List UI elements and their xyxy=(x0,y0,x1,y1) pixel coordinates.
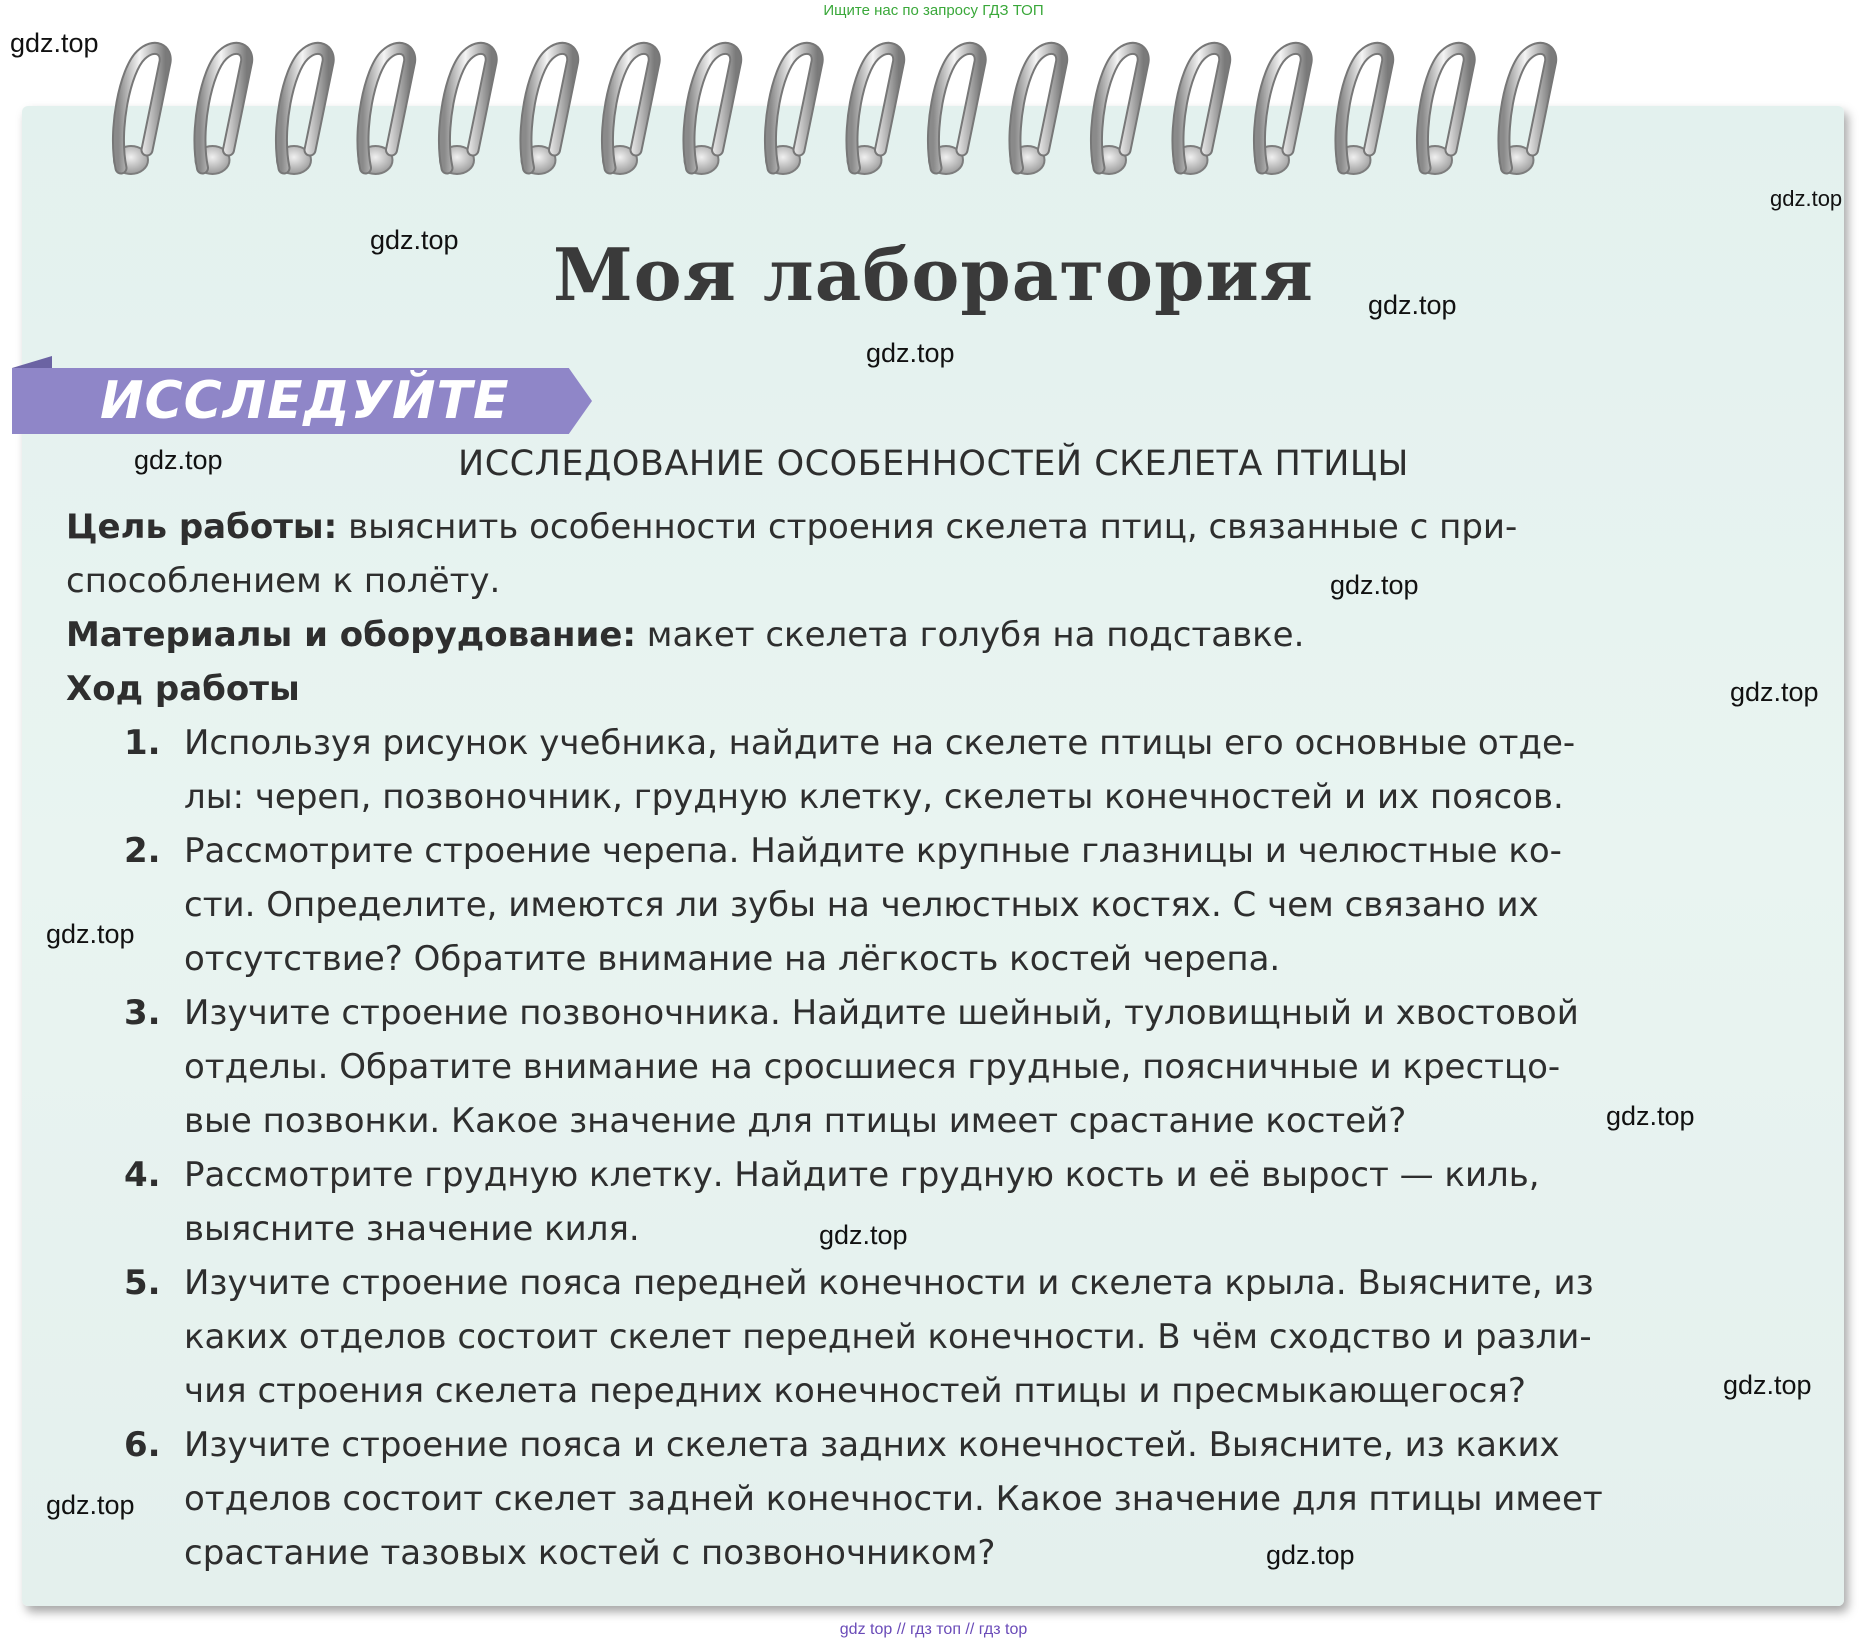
step-line: отсутствие? Обратите внимание на лёгкость костей черепа. xyxy=(184,939,1281,979)
watermark: gdz.top xyxy=(866,338,955,368)
goal-line xyxy=(66,500,1826,554)
binding-ring xyxy=(685,48,736,174)
step-line: отделов состоит скелет задней конечности. Какое значение для птицы имеет xyxy=(184,1479,1603,1519)
binding-ring xyxy=(1092,48,1143,174)
watermark: gdz.top xyxy=(134,445,223,475)
procedure-heading: Ход работы xyxy=(66,669,300,709)
binding-ring xyxy=(1500,48,1551,174)
watermark: gdz.top xyxy=(819,1220,908,1250)
spiral-binding xyxy=(0,0,1867,190)
step-line: Изучите строение пояса и скелета задних конечностей. Выясните, из каких xyxy=(184,1425,1560,1465)
binding-ring xyxy=(766,48,817,174)
step-item xyxy=(66,1256,1826,1418)
watermark: gdz.top xyxy=(1770,186,1843,211)
binding-ring xyxy=(1011,48,1062,174)
step-line: отделы. Обратите внимание на сросшиеся грудные, поясничные и крестцо- xyxy=(184,1047,1561,1087)
lab-content xyxy=(66,500,1826,1580)
goal-text: выяснить особенности строения скелета птиц, связанные с при- xyxy=(337,507,1518,547)
page-title: Моя лаборатория xyxy=(552,232,1314,317)
step-item xyxy=(66,716,1826,824)
step-line: чия строения скелета передних конечностей птицы и пресмыкающегося? xyxy=(184,1371,1526,1411)
step-item xyxy=(66,1418,1826,1580)
step-item xyxy=(66,1148,1826,1256)
steps-list xyxy=(66,716,1826,1580)
materials-text: макет скелета голубя на подставке. xyxy=(636,615,1305,655)
step-number: 1. xyxy=(124,723,161,763)
watermark: gdz.top xyxy=(10,28,99,58)
watermark: gdz.top xyxy=(1266,1540,1355,1570)
step-line: Используя рисунок учебника, найдите на скелете птицы его основные отде- xyxy=(184,723,1576,763)
binding-ring xyxy=(1418,48,1469,174)
binding-ring xyxy=(440,48,491,174)
step-item xyxy=(66,824,1826,986)
watermark: gdz.top xyxy=(46,919,135,949)
watermark: gdz.top xyxy=(370,225,459,255)
watermark: gdz.top xyxy=(1330,570,1419,600)
step-line: вые позвонки. Какое значение для птицы имеет срастание костей? xyxy=(184,1101,1407,1141)
bottom-banner[interactable]: gdz top // гдз топ // гдз top xyxy=(839,1621,1028,1638)
watermark: gdz.top xyxy=(1730,677,1819,707)
lab-subtitle: ИССЛЕДОВАНИЕ ОСОБЕННОСТЕЙ СКЕЛЕТА ПТИЦЫ xyxy=(458,444,1409,484)
binding-ring xyxy=(1174,48,1225,174)
goal-label: Цель работы: xyxy=(66,507,338,547)
step-line: сти. Определите, имеются ли зубы на челюстных костях. С чем связано их xyxy=(184,885,1539,925)
binding-ring xyxy=(114,48,165,174)
step-line: каких отделов состоит скелет передней конечности. В чём сходство и разли- xyxy=(184,1317,1592,1357)
binding-ring xyxy=(277,48,328,174)
step-line: Рассмотрите грудную клетку. Найдите грудную кость и её вырост — киль, xyxy=(184,1155,1540,1195)
watermark: gdz.top xyxy=(1606,1101,1695,1131)
binding-ring xyxy=(196,48,247,174)
watermark: gdz.top xyxy=(46,1490,135,1520)
watermark: gdz.top xyxy=(1723,1370,1812,1400)
step-line: срастание тазовых костей с позвоночником? xyxy=(184,1533,996,1573)
binding-ring xyxy=(359,48,410,174)
binding-ring xyxy=(603,48,654,174)
binding-ring xyxy=(929,48,980,174)
step-number: 4. xyxy=(124,1155,161,1195)
materials-line xyxy=(66,608,1826,662)
step-number: 5. xyxy=(124,1263,161,1303)
watermark: gdz.top xyxy=(1368,290,1457,320)
goal-line-2: способлением к полёту. xyxy=(66,561,501,601)
materials-label: Материалы и оборудование: xyxy=(66,615,636,655)
binding-ring xyxy=(848,48,899,174)
binding-ring xyxy=(1337,48,1388,174)
step-line: Изучите строение пояса передней конечности и скелета крыла. Выясните, из xyxy=(184,1263,1594,1303)
step-number: 2. xyxy=(124,831,161,871)
section-label: ИССЛЕДУЙТЕ xyxy=(100,371,510,431)
step-line: выясните значение киля. xyxy=(184,1209,640,1249)
step-number: 3. xyxy=(124,993,161,1033)
binding-ring xyxy=(522,48,573,174)
step-line: Изучите строение позвоночника. Найдите шейный, туловищный и хвостовой xyxy=(184,993,1579,1033)
step-item xyxy=(66,986,1826,1148)
step-line: Рассмотрите строение черепа. Найдите крупные глазницы и челюстные ко- xyxy=(184,831,1562,871)
step-line: лы: череп, позвоночник, грудную клетку, скелеты конечностей и их поясов. xyxy=(184,777,1564,817)
step-number: 6. xyxy=(124,1425,161,1465)
binding-ring xyxy=(1255,48,1306,174)
top-banner[interactable]: Ищите нас по запросу ГДЗ ТОП xyxy=(823,2,1044,19)
